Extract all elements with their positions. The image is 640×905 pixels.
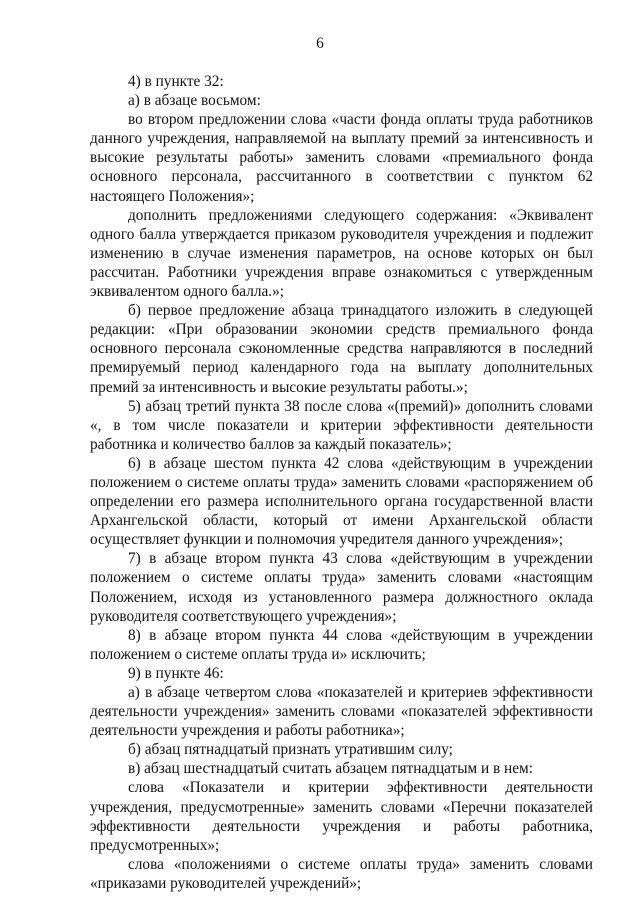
paragraph: 8) в абзаце втором пункта 44 слова «действующим в учреждении положением о системе оплаты труда и» исключить; — [90, 626, 593, 663]
paragraph: 9) в пункте 46: — [128, 664, 224, 682]
paragraph: а) в абзаце четвертом слова «показателей и критериев эффективности деятельности учреждения» заменить словами «показателей эффективности деятельности учреждения и работы работника»; — [90, 684, 593, 740]
paragraph: б) абзац пятнадцатый признать утратившим силу; — [128, 741, 453, 759]
paragraph: а) в абзаце восьмом: — [128, 92, 261, 110]
paragraph: в) абзац шестнадцатый считать абзацем пятнадцатым и в нем: — [128, 760, 533, 778]
paragraph: слова «положениями о системе оплаты труда» заменить словами «приказами руководителей учреждений»; — [90, 855, 593, 892]
paragraph: б) первое предложение абзаца тринадцатого изложить в следующей редакции: «При образовании экономии средств премиального фонда основного персонала сэкономленные средства направляются в последний премируемый период календарного года на выплату дополнительных премий за интенсивность и высокие результаты работы.»; — [90, 302, 593, 396]
paragraph: 4) в пункте 32: — [128, 73, 224, 90]
document-body — [90, 72, 593, 893]
paragraph: 7) в абзаце втором пункта 43 слова «действующим в учреждении положением о системе оплаты труда» заменить словами «настоящим Положением, исходя из установленного размера должностного оклада руководителя соответствующего учреждения»; — [90, 550, 593, 625]
paragraph: 5) абзац третий пункта 38 после слова «(премий)» дополнить словами «, в том числе показатели и критерии эффективности деятельности работника и количество баллов за каждый показатель»; — [90, 397, 593, 453]
paragraph: 6) в абзаце шестом пункта 42 слова «действующим в учреждении положением о системе оплаты труда» заменить словами «распоряжением об определении его размера исполнительного органа государственной власти Архангельской области, который от имени Архангельской области осуществляет функции и полномочия учредителя данного учреждения»; — [90, 454, 593, 549]
paragraph: дополнить предложениями следующего содержания: «Эквивалент одного балла утверждается приказом руководителя учреждения и подлежит изменению в случае изменения параметров, на основе которых он был рассчитан. Работники учреждения вправе ознакомиться с утвержденным эквивалентом одного балла.»; — [90, 206, 593, 301]
paragraph: во втором предложении слова «части фонда оплаты труда работников данного учреждения, направляемой на выплату премий за интенсивность и высокие результаты работы» заменить словами «премиального фонда основного персонала, рассчитанного в соответствии с пунктом 62 настоящего Положения»; — [90, 111, 593, 205]
paragraph: слова «Показатели и критерии эффективности деятельности учреждения, предусмотренные» заменить словами «Перечни показателей эффективности деятельности учреждения и работы работника, предусмотренных»; — [90, 779, 593, 854]
page-number: 6 — [316, 35, 324, 52]
